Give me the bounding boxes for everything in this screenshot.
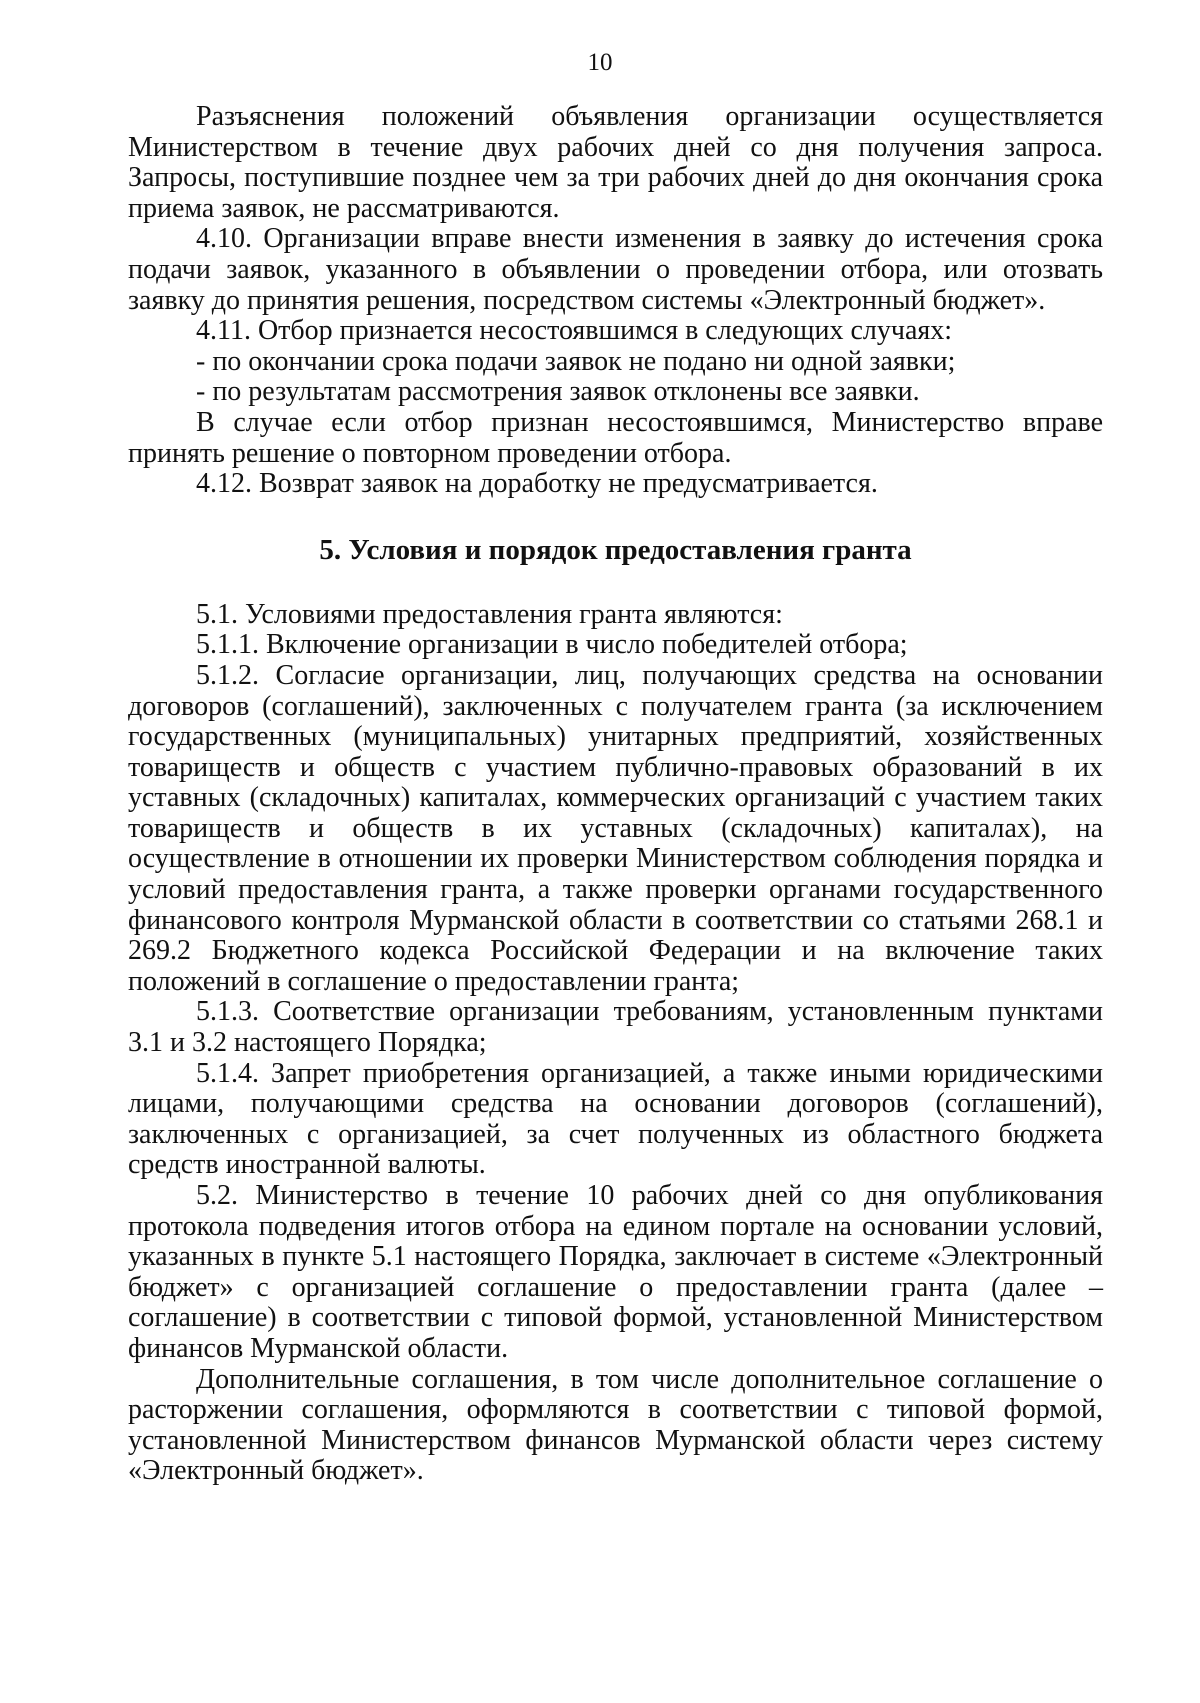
document-body bbox=[128, 102, 1103, 1487]
paragraph-repeat-selection: В случае если отбор признан несостоявшимся, Министерство вправе принять решение о повторном проведении отбора. bbox=[128, 406, 1103, 469]
paragraph-5-1-4: 5.1.4. Запрет приобретения организацией, а также иными юридическими лицами, получающими средства на основании договоров (соглашений), заключенных с организацией, за счет полученных из областного бюджета средств иностранной валюты. bbox=[128, 1057, 1103, 1181]
paragraph-5-1: 5.1. Условиями предоставления гранта являются: bbox=[196, 598, 783, 630]
paragraph-5-1-1: 5.1.1. Включение организации в число победителей отбора; bbox=[196, 629, 908, 661]
paragraph-4-12: 4.12. Возврат заявок на доработку не предусматривается. bbox=[196, 468, 878, 500]
list-item-all-rejected: - по результатам рассмотрения заявок отклонены все заявки. bbox=[196, 376, 920, 408]
paragraph-5-1-3: 5.1.3. Соответствие организации требованиям, установленным пунктами 3.1 и 3.2 настоящего Порядка; bbox=[128, 996, 1103, 1059]
paragraph-5-1-2: 5.1.2. Согласие организации, лиц, получающих средства на основании договоров (соглашений), заключенных с получателем гранта (за исключением государственных (муниципальных) унитарных предприятий, хозяйственных товариществ и обществ с участием публично-правовых образований в их уставных (складочных) капиталах, коммерческих организаций с участием таких товариществ и обществ в их уставных (складочных) капиталах), на осуществление в отношении их проверки Министерством соблюдения порядка и условий предоставления гранта, а также проверки органами государственного финансового контроля Мурманской области в соответствии со статьями 268.1 и 269.2 Бюджетного кодекса Российской Федерации и на включение таких положений в соглашение о предоставлении гранта; bbox=[128, 659, 1103, 997]
list-item-no-applications: - по окончании срока подачи заявок не подано ни одной заявки; bbox=[196, 345, 956, 377]
paragraph-additional-agreements: Дополнительные соглашения, в том числе дополнительное соглашение о расторжении соглашения, оформляются в соответствии с типовой формой, установленной Министерством финансов Мурманской области через систему «Электронный бюджет». bbox=[128, 1363, 1103, 1487]
paragraph-5-2: 5.2. Министерство в течение 10 рабочих дней со дня опубликования протокола подведения итогов отбора на едином портале на основании условий, указанных в пункте 5.1 настоящего Порядка, заключает в системе «Электронный бюджет» с организацией соглашение о предоставлении гранта (далее – соглашение) в соответствии с типовой формой, установленной Министерством финансов Мурманской области. bbox=[128, 1180, 1103, 1364]
section-heading: 5. Условия и порядок предоставления гранта bbox=[319, 533, 912, 566]
page-number: 10 bbox=[587, 49, 613, 76]
paragraph-clarifications: Разъяснения положений объявления организации осуществляется Министерством в течение двух рабочих дней со дня получения запроса. Запросы, поступившие позднее чем за три рабочих дней до дня окончания срока приема заявок, не рассматриваются. bbox=[128, 101, 1103, 224]
paragraph-4-11: 4.11. Отбор признается несостоявшимся в следующих случаях: bbox=[196, 315, 953, 347]
paragraph-4-10: 4.10. Организации вправе внести изменения в заявку до истечения срока подачи заявок, указанного в объявлении о проведении отбора, или отозвать заявку до принятия решения, посредством системы «Электронный бюджет». bbox=[128, 223, 1103, 316]
